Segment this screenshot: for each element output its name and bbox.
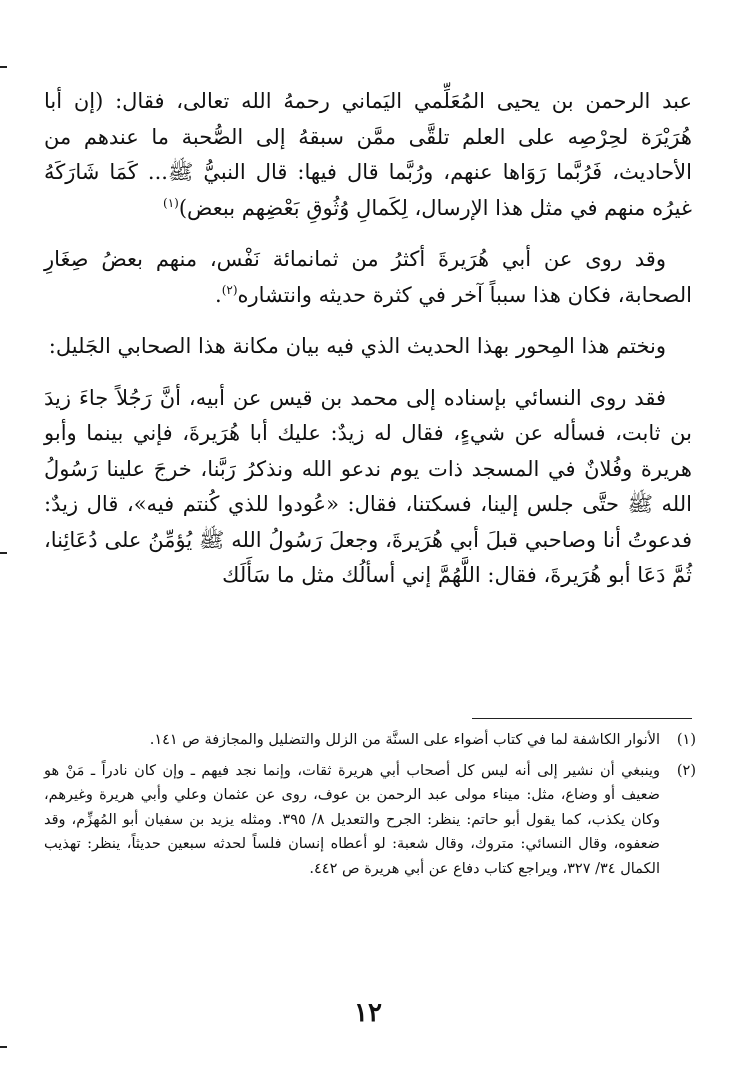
footnote-number: (٢)	[676, 762, 696, 779]
paragraph-text: عبد الرحمن بن يحيى المُعَلِّمي اليَماني رحمهُ الله تعالى، فقال: (إن أبا هُرَيْرَة لحِرْصِه على العلم تلقَّى ممَّن سبقهُ إلى الصُّحبة ما عندهم من الأحاديث، فَرُبَّما رَوَاها عنهم، ورُبَّما قال فيها: قال النبيُّ ﷺ... كَمَا شَارَكَهُ غيرُه منهم في مثل هذا الإرسال، لِكَمالِ وُثُوقِ بَعْضِهم ببعض)	[44, 89, 692, 220]
footnote-text: وينبغي أن نشير إلى أنه ليس كل أصحاب أبي هريرة ثقات، وإنما نجد فيهم ـ وإن كان نادراً ـ مَنْ هو ضعيف أو وضاع، مثل: ميناء مولى عبد الرحمن بن عوف، روى عن عثمان وعلي وأبي هريرة وغيرهم، وكان يكذب، كما يقول أبو حاتم: ينظر: الجرح والتعديل ٨/ ٣٩٥. ومثله يزيد بن سفيان أبو المُهزِّم، وقد ضعفوه، وقال النسائي: متروك، وقال شعبة: لو أعطاه إنسان فلساً لحدثه سبعين حديثاً، ينظر: تهذيب الكمال ٣٤/ ٣٢٧، ويراجع كتاب دفاع عن أبي هريرة ص ٤٤٢.	[44, 762, 661, 877]
footnote-1	[44, 728, 696, 753]
paragraph-text: وقد روى عن أبي هُرَيرةَ أكثرُ من ثمانمائة نَفْس، منهم بعضُ صِغَارِ الصحابة، فكان هذا سبباً آخر في كثرة حديثه وانتشاره	[44, 247, 692, 307]
paragraph-quote	[44, 84, 692, 226]
main-text	[44, 84, 692, 610]
footnotes	[44, 728, 696, 887]
footnote-ref-2: (٢)	[221, 282, 238, 297]
paragraph-conclusion: ونختم هذا المِحور بهذا الحديث الذي فيه بيان مكانة هذا الصحابي الجَليل:	[48, 334, 666, 358]
footnote-divider	[472, 718, 692, 719]
paragraph-narrators	[44, 242, 692, 313]
footnote-2	[44, 759, 696, 882]
edge-mark	[0, 1046, 7, 1048]
edge-mark	[0, 66, 7, 68]
edge-mark	[0, 552, 7, 554]
paragraph-hadith: فقد روى النسائي بإسناده إلى محمد بن قيس عن أبيه، أنَّ رَجُلاً جاءَ زيدَ بن ثابت، فسأله عن شيءٍ، فقال له زيدٌ: عليك أبا هُرَيرةَ، فإني بينما وأبو هريرة وفُلانٌ في المسجد ذات يوم ندعو الله ونذكرُ رَبَّنا، خرجَ علينا رَسُولُ الله ﷺ حتَّى جلس إلينا، فسكتنا، فقال: «عُودوا للذي كُنتم فيه»، قال زيدٌ: فدعوتُ أنا وصاحبي قبلَ أبي هُرَيرةَ، وجعلَ رَسُولُ الله ﷺ يُؤمِّنُ على دُعَائِنا، ثُمَّ دَعَا أبو هُرَيرةَ، فقال: اللَّهُمَّ إني أسألُك مثل ما سَأَلَك	[44, 385, 692, 587]
page-number: ١٢	[354, 998, 382, 1028]
paragraph-end: .	[215, 282, 222, 307]
footnote-ref-1: (١)	[163, 195, 179, 210]
footnote-text: الأنوار الكاشفة لما في كتاب أضواء على السنَّة من الزلل والتضليل والمجازفة ص ١٤١.	[149, 732, 660, 748]
footnote-number: (١)	[676, 732, 696, 748]
